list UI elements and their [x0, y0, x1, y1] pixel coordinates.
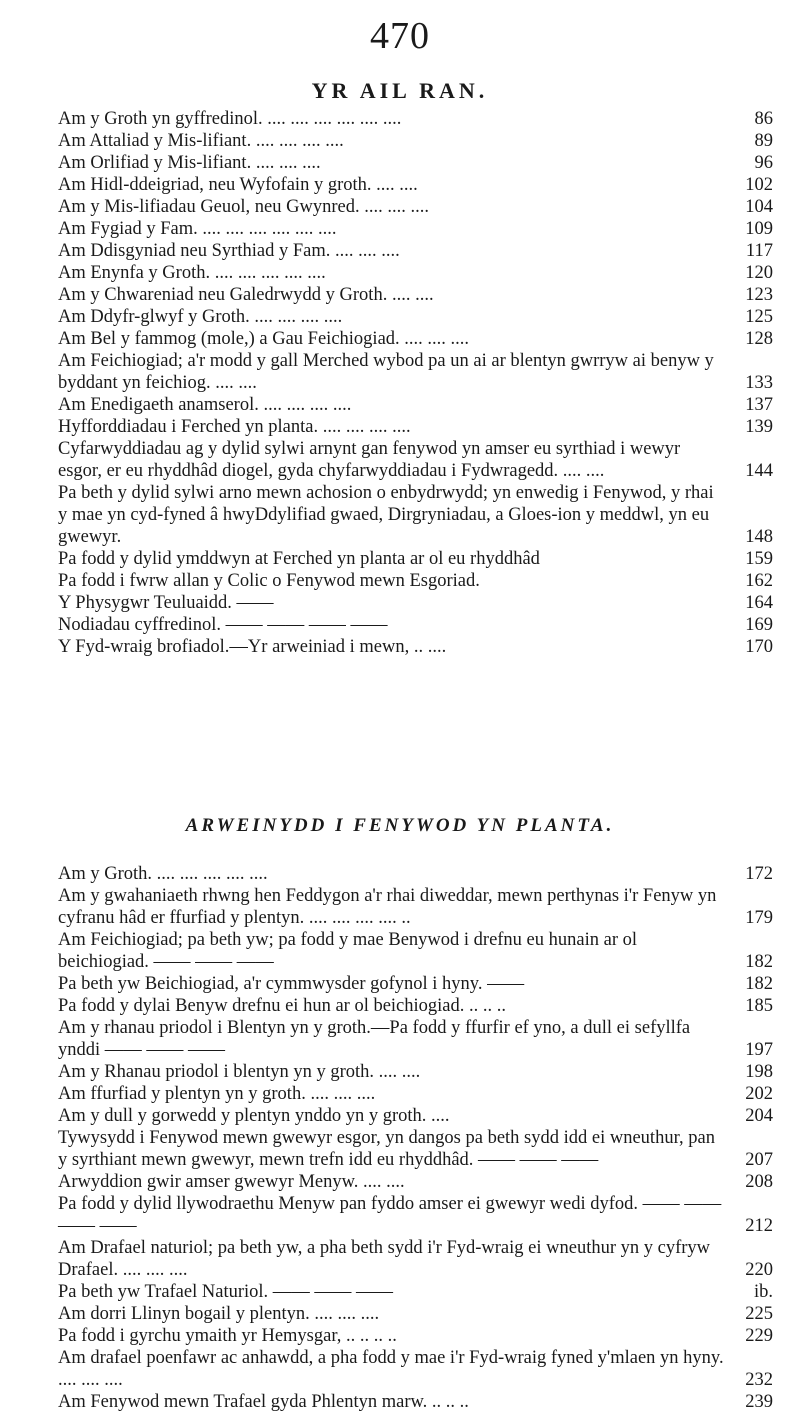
page-ref: ib. [753, 1282, 773, 1302]
page-ref: 225 [745, 1304, 773, 1324]
page-ref: 202 [745, 1084, 773, 1104]
list-item: Am y dull y gorwedd y plentyn ynddo yn y groth. .... 204 [58, 1106, 773, 1126]
page-ref: 133 [745, 373, 773, 393]
list-item: Pa fodd i fwrw allan y Colic o Fenywod mewn Esgoriad. 162 [58, 571, 773, 591]
list-item: Arwyddion gwir amser gwewyr Menyw. .... .... 208 [58, 1172, 773, 1192]
page-ref: 148 [745, 527, 773, 547]
page-ref: 109 [745, 219, 773, 239]
page-ref: 179 [745, 908, 773, 928]
page-ref: 204 [745, 1106, 773, 1126]
page-ref: 104 [745, 197, 773, 217]
page-ref: 198 [745, 1062, 773, 1082]
list-item: Am Orlifiad y Mis-lifiant. .... .... .... 96 [58, 153, 773, 173]
list-item: Pa beth yw Trafael Naturiol. —— —— —— ib. [58, 1282, 773, 1302]
list-item: Am Feichiogiad; pa beth yw; pa fodd y mae Benywod i drefnu eu hunain ar ol beichiogiad. —— —— —— 182 [58, 930, 773, 972]
page-ref: 229 [745, 1326, 773, 1346]
page-ref: 128 [745, 329, 773, 349]
page-ref: 220 [745, 1260, 773, 1280]
page-ref: 159 [745, 549, 773, 569]
page-ref: 164 [745, 593, 773, 613]
page-ref: 185 [745, 996, 773, 1016]
list-item: Pa beth y dylid sylwi arno mewn achosion o enbydrwydd; yn enwedig i Fenywod, y rhai y mae yn cyd-fyned â hwyDdylifiad gwaed, Dirgryniadau, a Gloes-ion y meddwl, yn eu gwewyr. 148 [58, 483, 773, 547]
page-ref: 239 [745, 1392, 773, 1412]
page-ref: 170 [745, 637, 773, 657]
page-ref: 102 [745, 175, 773, 195]
list-item: Pa fodd y dylai Benyw drefnu ei hun ar ol beichiogiad. .. .. .. 185 [58, 996, 773, 1016]
list-item: Am dorri Llinyn bogail y plentyn. .... .... .... 225 [58, 1304, 773, 1324]
page-ref: 89 [754, 131, 773, 151]
list-item: Nodiadau cyffredinol. —— —— —— —— 169 [58, 615, 773, 635]
list-item: Am y Mis-lifiadau Geuol, neu Gwynred. .... .... .... 104 [58, 197, 773, 217]
list-item: Cyfarwyddiadau ag y dylid sylwi arnynt gan fenywod yn amser eu syrthiad i wewyr esgor, er eu rhyddhâd diogel, gyda chyfarwyddiadau i Fydwragedd. .... .... 144 [58, 439, 773, 481]
contents-list-part2 [58, 863, 773, 1413]
page-ref: 232 [745, 1370, 773, 1390]
list-item: Am drafael poenfawr ac anhawdd, a pha fodd y mae i'r Fyd-wraig fyned y'mlaen yn hyny. .... .... .... 232 [58, 1348, 773, 1390]
page-number: 470 [370, 15, 430, 57]
list-item: Am y Chwareniad neu Galedrwydd y Groth. .... .... 123 [58, 285, 773, 305]
list-item: Tywysydd i Fenywod mewn gwewyr esgor, yn dangos pa beth sydd idd ei wneuthur, pan y syrthiant mewn gwewyr, mewn trefn idd eu rhyddhâd. —— —— —— 207 [58, 1128, 773, 1170]
list-item: Am Feichiogiad; a'r modd y gall Merched wybod pa un ai ar blentyn gwrryw ai benyw y byddant yn feichiog. .... .... 133 [58, 351, 773, 393]
list-item: Am y gwahaniaeth rhwng hen Feddygon a'r rhai diweddar, mewn perthynas i'r Fenyw yn cyfranu hâd er ffurfiad y plentyn. .... .... .... .... .. 179 [58, 886, 773, 928]
list-item: Am Enedigaeth anamserol. .... .... .... .... 137 [58, 395, 773, 415]
list-item: Pa fodd y dylid llywodraethu Menyw pan fyddo amser ei gwewyr wedi dyfod. —— —— —— —— 212 [58, 1194, 773, 1236]
list-item: Am y Groth. .... .... .... .... .... 172 [58, 864, 773, 884]
page-ref: 208 [745, 1172, 773, 1192]
page-ref: 139 [745, 417, 773, 437]
list-item: Y Physygwr Teuluaidd. —— 164 [58, 593, 773, 613]
page-ref: 137 [745, 395, 773, 415]
list-item: Am Ddisgyniad neu Syrthiad y Fam. .... .... .... 117 [58, 241, 773, 261]
page-ref: 117 [745, 241, 773, 261]
list-item: Am Fygiad y Fam. .... .... .... .... .... .... 109 [58, 219, 773, 239]
list-item: Y Fyd-wraig brofiadol.—Yr arweiniad i mewn, .. .... 170 [58, 637, 773, 657]
page-ref: 144 [745, 461, 773, 481]
list-item: Am y Groth yn gyffredinol. .... .... .... .... .... .... 86 [58, 109, 773, 129]
page-ref: 182 [745, 952, 773, 972]
page-ref: 86 [754, 109, 773, 129]
page-ref: 197 [745, 1040, 773, 1060]
page-ref: 162 [745, 571, 773, 591]
list-item: Am Hidl-ddeigriad, neu Wyfofain y groth. .... .... 102 [58, 175, 773, 195]
list-item: Am y Rhanau priodol i blentyn yn y groth. .... .... 198 [58, 1062, 773, 1082]
list-item: Am Ddyfr-glwyf y Groth. .... .... .... .... 125 [58, 307, 773, 327]
list-item: Am Enynfa y Groth. .... .... .... .... .... 120 [58, 263, 773, 283]
list-item: Am Fenywod mewn Trafael gyda Phlentyn marw. .. .. .. 239 [58, 1392, 773, 1412]
list-item: Am Attaliad y Mis-lifiant. .... .... .... .... 89 [58, 131, 773, 151]
list-item: Hyfforddiadau i Ferched yn planta. .... .... .... .... 139 [58, 417, 773, 437]
page-ref: 172 [745, 864, 773, 884]
page-ref: 182 [745, 974, 773, 994]
page-ref: 207 [745, 1150, 773, 1170]
section-heading: ARWEINYDD I FENYWOD YN PLANTA. [185, 815, 615, 836]
page-ref: 96 [754, 153, 773, 173]
list-item: Pa fodd i gyrchu ymaith yr Hemysgar, .. .. .. .. 229 [58, 1326, 773, 1346]
list-item: Am ffurfiad y plentyn yn y groth. .... .... .... 202 [58, 1084, 773, 1104]
page-ref: 123 [745, 285, 773, 305]
contents-list-part1 [58, 108, 773, 658]
page-ref: 212 [745, 1216, 773, 1236]
page-ref: 125 [745, 307, 773, 327]
list-item: Am Drafael naturiol; pa beth yw, a pha beth sydd i'r Fyd-wraig ei wneuthur yn y cyfryw Drafael. .... .... .... 220 [58, 1238, 773, 1280]
page-ref: 120 [745, 263, 773, 283]
list-item: Pa beth yw Beichiogiad, a'r cymmwysder gofynol i hyny. —— 182 [58, 974, 773, 994]
list-item: Pa fodd y dylid ymddwyn at Ferched yn planta ar ol eu rhyddhâd 159 [58, 549, 773, 569]
list-item: Am y rhanau priodol i Blentyn yn y groth.—Pa fodd y ffurfir ef yno, a dull ei sefyllfa ynddi —— —— —— 197 [58, 1018, 773, 1060]
index-heading: YR AIL RAN. [311, 78, 489, 103]
page-ref: 169 [745, 615, 773, 635]
list-item: Am Bel y fammog (mole,) a Gau Feichiogiad. .... .... .... 128 [58, 329, 773, 349]
